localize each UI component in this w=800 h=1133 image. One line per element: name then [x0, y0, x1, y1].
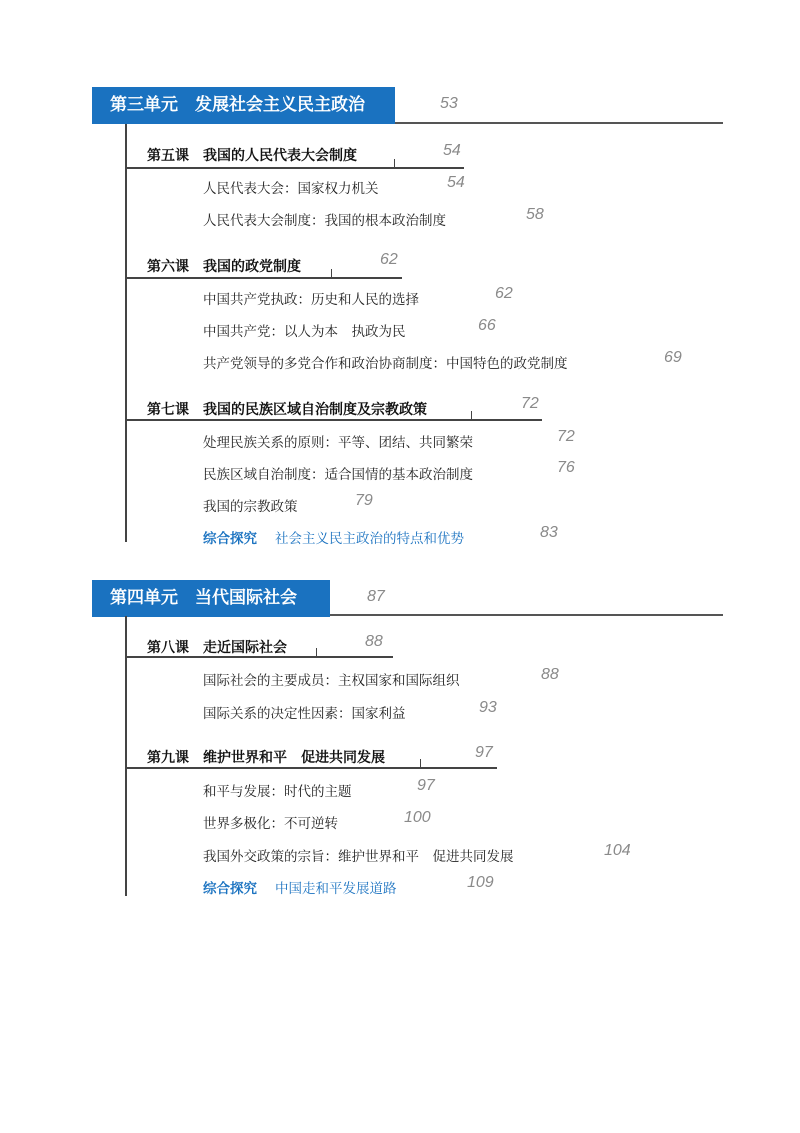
- lesson6-item-3[interactable]: 共产党领导的多党合作和政治协商制度：中国特色的政党制度: [203, 356, 568, 372]
- lesson7-item-1-page: 72: [557, 428, 575, 445]
- unit3-rule: [395, 122, 723, 124]
- lesson7-item-3[interactable]: 我国的宗教政策: [203, 499, 298, 515]
- lesson5-rule: [127, 167, 464, 169]
- lesson6-page: 62: [380, 251, 398, 268]
- lesson7-item-1[interactable]: 处理民族关系的原则：平等、团结、共同繁荣: [203, 435, 473, 451]
- lesson5-item-1-page: 54: [447, 174, 465, 191]
- lesson8-title[interactable]: 第八课 走近国际社会: [147, 640, 287, 656]
- lesson8-rule: [127, 656, 393, 658]
- lesson8-item-2-page: 93: [479, 699, 497, 716]
- lesson8-page: 88: [365, 633, 383, 650]
- unit4-rule: [330, 614, 723, 616]
- lesson9-item-3[interactable]: 我国外交政策的宗旨：维护世界和平 促进共同发展: [203, 849, 514, 865]
- lesson8-item-1[interactable]: 国际社会的主要成员：主权国家和国际组织: [203, 673, 460, 689]
- lesson9-page: 97: [475, 744, 493, 761]
- lesson5-item-2[interactable]: 人民代表大会制度：我国的根本政治制度: [203, 213, 446, 229]
- unit4-title[interactable]: 第四单元 当代国际社会: [92, 580, 330, 617]
- unit3-explore-label: 综合探究: [203, 531, 257, 547]
- unit4-page: 87: [367, 588, 385, 605]
- lesson5-item-2-page: 58: [526, 206, 544, 223]
- unit4-explore-text: 中国走和平发展道路: [275, 881, 397, 897]
- lesson9-item-2[interactable]: 世界多极化：不可逆转: [203, 816, 338, 832]
- unit4-vline: [125, 616, 127, 896]
- lesson8-item-1-page: 88: [541, 666, 559, 683]
- lesson7-item-2-page: 76: [557, 459, 575, 476]
- unit3-explore[interactable]: [203, 527, 464, 547]
- unit3-explore-page: 83: [540, 524, 558, 541]
- unit3-title[interactable]: 第三单元 发展社会主义民主政治: [92, 87, 395, 124]
- lesson5-item-1[interactable]: 人民代表大会：国家权力机关: [203, 181, 379, 197]
- lesson7-title[interactable]: 第七课 我国的民族区域自治制度及宗教政策: [147, 402, 427, 418]
- lesson8-item-2[interactable]: 国际关系的决定性因素：国家利益: [203, 706, 406, 722]
- unit4-explore-label: 综合探究: [203, 881, 257, 897]
- lesson6-title[interactable]: 第六课 我国的政党制度: [147, 259, 301, 275]
- lesson6-item-3-page: 69: [664, 349, 682, 366]
- lesson9-rule: [127, 767, 497, 769]
- lesson9-item-1-page: 97: [417, 777, 435, 794]
- lesson6-tick: [331, 269, 332, 277]
- lesson9-item-3-page: 104: [604, 842, 631, 859]
- lesson8-tick: [316, 648, 317, 656]
- lesson6-item-1-page: 62: [495, 285, 513, 302]
- lesson7-rule: [127, 419, 542, 421]
- unit3-explore-text: 社会主义民主政治的特点和优势: [275, 531, 464, 547]
- unit4-explore[interactable]: [203, 877, 397, 897]
- lesson7-page: 72: [521, 395, 539, 412]
- lesson9-tick: [420, 759, 421, 767]
- lesson6-rule: [127, 277, 402, 279]
- lesson6-item-1[interactable]: 中国共产党执政：历史和人民的选择: [203, 292, 419, 308]
- lesson7-tick: [471, 411, 472, 419]
- unit4-explore-page: 109: [467, 874, 494, 891]
- unit3-vline: [125, 124, 127, 542]
- lesson7-item-2[interactable]: 民族区域自治制度：适合国情的基本政治制度: [203, 467, 473, 483]
- lesson5-page: 54: [443, 142, 461, 159]
- lesson9-item-1[interactable]: 和平与发展：时代的主题: [203, 784, 352, 800]
- lesson5-tick: [394, 159, 395, 167]
- lesson7-item-3-page: 79: [355, 492, 373, 509]
- lesson6-item-2-page: 66: [478, 317, 496, 334]
- lesson9-title[interactable]: 第九课 维护世界和平 促进共同发展: [147, 750, 385, 766]
- unit3-page: 53: [440, 95, 458, 112]
- lesson6-item-2[interactable]: 中国共产党：以人为本 执政为民: [203, 324, 406, 340]
- lesson9-item-2-page: 100: [404, 809, 431, 826]
- lesson5-title[interactable]: 第五课 我国的人民代表大会制度: [147, 148, 357, 164]
